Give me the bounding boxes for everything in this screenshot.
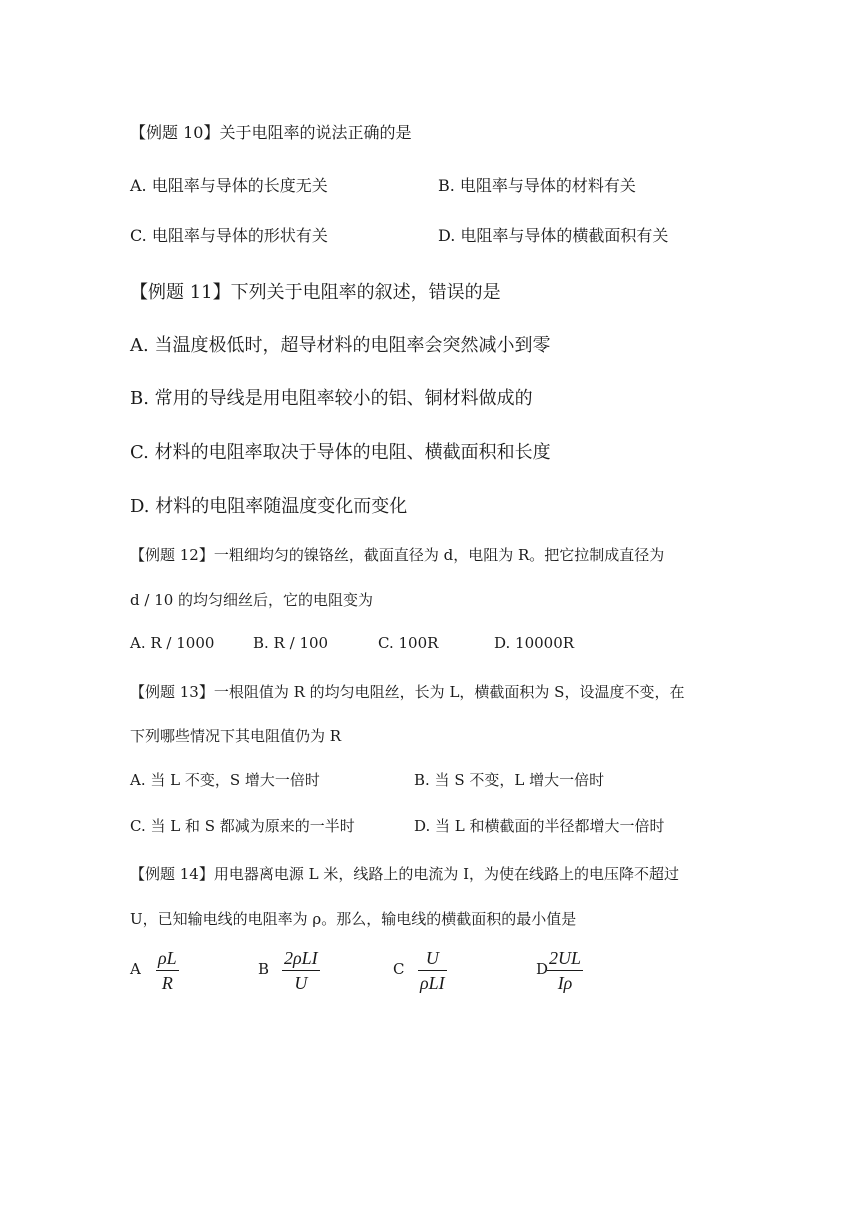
q10-option-b: B. 电阻率与导体的材料有关 xyxy=(438,176,636,195)
q14-option-c-label: C xyxy=(393,960,405,978)
q14-option-c-numerator: U xyxy=(425,948,439,968)
q14-option-a-label: A xyxy=(130,960,141,978)
q13-option-d: D. 当 L 和横截面的半径都增大一倍时 xyxy=(414,817,665,835)
q13-stem-line1: 【例题 13】一根阻值为 R 的均匀电阻丝，长为 L，横截面积为 S，设温度不变，在 xyxy=(130,683,685,701)
q12-option-c: C. 100R xyxy=(378,634,439,652)
q10-option-d: D. 电阻率与导体的横截面积有关 xyxy=(438,226,669,245)
q14-option-d-label: D xyxy=(536,960,549,978)
q12-stem-line1: 【例题 12】一粗细均匀的镍铬丝，截面直径为 d，电阻为 R。把它拉制成直径为 xyxy=(130,546,665,564)
q12-option-d: D. 10000R xyxy=(494,634,575,652)
q11-option-d: D. 材料的电阻率随温度变化而变化 xyxy=(130,496,408,517)
q14-option-b-fraction xyxy=(282,948,320,993)
q13-option-c: C. 当 L 和 S 都减为原来的一半时 xyxy=(130,817,355,835)
q14-option-b-numerator: 2ρLI xyxy=(284,948,318,968)
q11-option-b: B. 常用的导线是用电阻率较小的铝、铜材料做成的 xyxy=(130,388,533,409)
q10-option-c: C. 电阻率与导体的形状有关 xyxy=(130,226,328,245)
q10-stem: 【例题 10】关于电阻率的说法正确的是 xyxy=(130,123,412,142)
q14-option-a-numerator: ρL xyxy=(158,948,177,968)
q11-option-c: C. 材料的电阻率取决于导体的电阻、横截面积和长度 xyxy=(130,442,551,463)
q10-option-a: A. 电阻率与导体的长度无关 xyxy=(130,176,328,195)
q14-option-d-fraction xyxy=(547,948,583,993)
q14-option-a-fraction xyxy=(156,948,179,993)
q14-option-c-fraction xyxy=(418,948,447,993)
q12-option-a: A. R / 1000 xyxy=(130,634,215,652)
q14-option-a-denominator: R xyxy=(161,973,173,993)
q14-option-d-denominator: Iρ xyxy=(557,973,573,993)
q11-option-a: A. 当温度极低时，超导材料的电阻率会突然减小到零 xyxy=(130,335,551,356)
q11-stem: 【例题 11】下列关于电阻率的叙述，错误的是 xyxy=(130,282,501,303)
q12-stem-line2: d / 10 的均匀细丝后，它的电阻变为 xyxy=(130,591,374,609)
q13-option-b: B. 当 S 不变，L 增大一倍时 xyxy=(414,771,605,789)
q14-stem-line2: U，已知输电线的电阻率为 ρ。那么，输电线的横截面积的最小值是 xyxy=(130,910,577,928)
q13-stem-line2: 下列哪些情况下其电阻值仍为 R xyxy=(130,727,342,745)
q13-option-a: A. 当 L 不变，S 增大一倍时 xyxy=(130,771,320,789)
q14-stem-line1: 【例题 14】用电器离电源 L 米，线路上的电流为 I，为使在线路上的电压降不超过 xyxy=(130,865,680,883)
q12-option-b: B. R / 100 xyxy=(253,634,329,652)
q14-option-b-label: B xyxy=(258,960,270,978)
q14-option-d-numerator: 2UL xyxy=(549,948,582,968)
q14-option-b-denominator: U xyxy=(294,973,308,993)
q14-option-c-denominator: ρLI xyxy=(420,973,445,993)
